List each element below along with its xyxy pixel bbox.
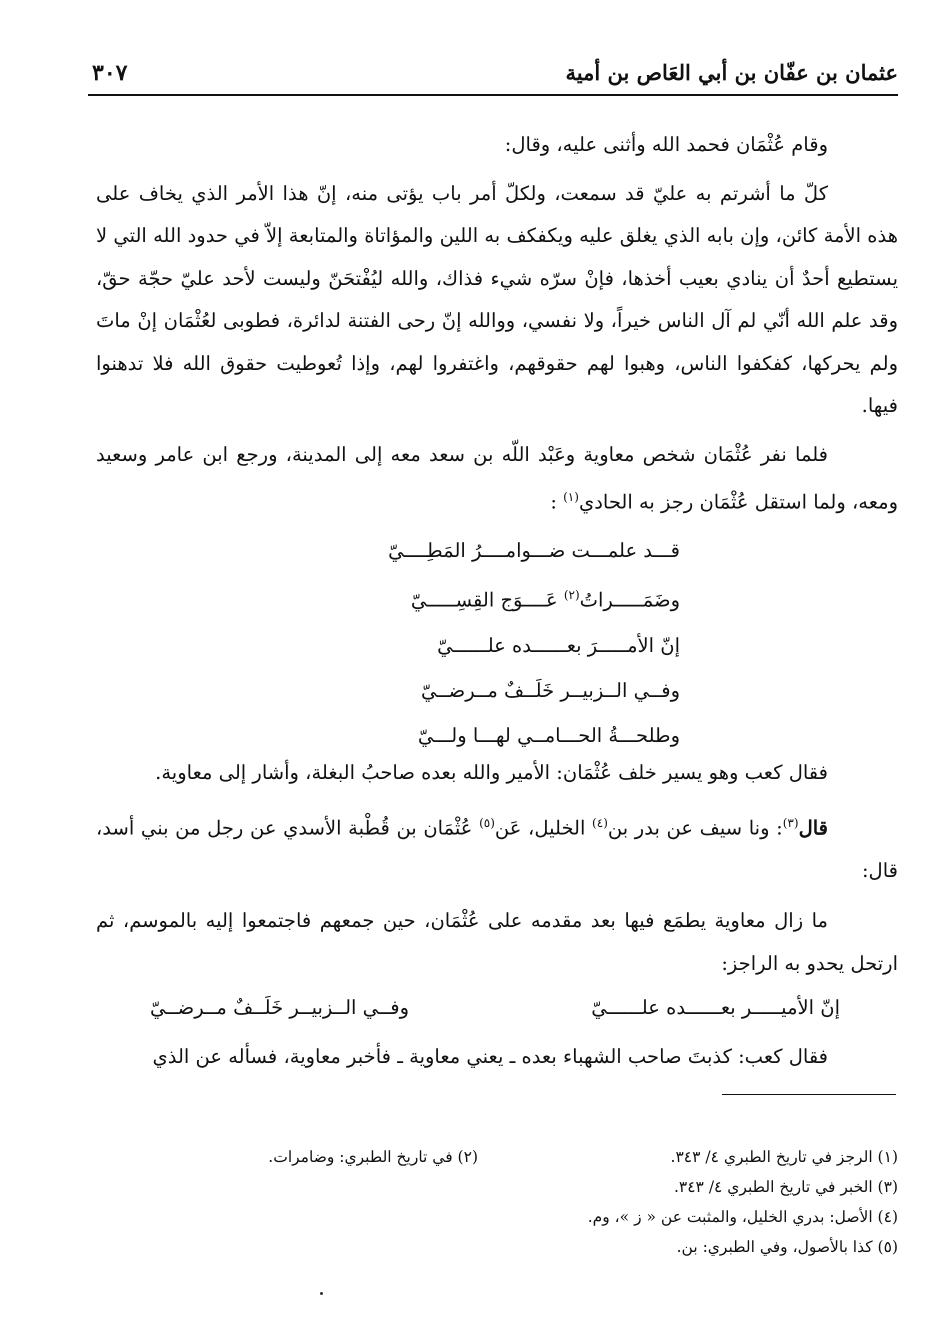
footnote-row-3: [180, 1202, 898, 1232]
paragraph-muawiya-block: [96, 900, 898, 985]
verse-line-5: وطلحـــةُ الحـــامــي لهـــا ولـــيّ: [417, 723, 680, 747]
footnote-row-1: [180, 1142, 898, 1172]
isnad-text-3: عُثْمَان بن قُطْبة الأسدي عن رجل من بني أسد، قال:: [96, 816, 898, 882]
paragraph-last: فقال كعب: كذبتَ صاحب الشهباء بعده ـ يعني معاوية ـ فأخبر معاوية، فسأله عن الذي: [152, 1045, 828, 1068]
footnote-2: (٢) في تاريخ الطبري: وضامرات.: [268, 1148, 478, 1166]
couplet-second-hemistich: وفــي الــزبيــر خَلَــفٌ مــرضــيّ: [150, 996, 410, 1019]
footnote-ref-3[interactable]: (٣): [782, 816, 799, 830]
paragraph-kaab-block: [96, 752, 898, 795]
footnote-row-2: [180, 1172, 898, 1202]
verse-line-3: إنّ الأمـــــرَ بعــــــده علــــــيّ: [437, 633, 680, 657]
footnote-ref-4[interactable]: (٤): [592, 816, 608, 830]
verse-line-2-b: عَــــوَج القِسِـــــيّ: [410, 588, 558, 612]
verse-line-4: وفــي الــزبيــر خَلَــفٌ مــرضــيّ: [420, 678, 680, 702]
verse-line-2: [320, 573, 680, 623]
footnote-row-4: [180, 1232, 898, 1262]
header-rule: [88, 94, 898, 96]
running-title: عثمان بن عفّان بن أبي العَاص بن أمية: [565, 60, 898, 85]
paragraph-2: كلّ ما أشرتم به عليّ قد سمعت، ولكلّ أمر باب يؤتى منه، إنّ هذا الأمر الذي يخاف على هذه الأمة كائن، وإن بابه الذي يغلق عليه ويكفكف به اللين والمؤاتاة والمتابعة إلاّ في حدود الله التي لا يستطيع أحدٌ أن ينادي بعيب أخذها، فإنْ سرّه شيء فذاك، والله ليُفْتحَنّ وليست لأحد عليّ حجّة حقّ، وقد علم الله أنّي لم آل الناس خيراً، ولا نفسي، ووالله إنّ رحى الفتنة لدائرة، فطوبى لعُثْمَان إنْ ماتَ ولم يحركها، كفكفوا الناس، وهبوا لهم حقوقهم، واغتفروا لهم، وإذا تُعوطيت حقوق الله فلا تدهنوا فيها.: [96, 181, 898, 417]
paragraph-isnad: [96, 802, 898, 893]
couplet-first-hemistich: إنّ الأميـــــر بعــــــده علــــــيّ: [591, 996, 840, 1019]
paragraph-3-text: فلما نفر عُثْمَان شخص معاوية وعَبْد اللّه بن سعد معه إلى المدينة، ورجع ابن عامر وسعيد ومعه، ولما استقل عُثْمَان رجز به الحادي: [96, 442, 898, 514]
footnote-ref-5[interactable]: (٥): [479, 816, 495, 830]
isnad-lead: قال: [798, 816, 828, 840]
footnote-5: (٥) كذا بالأصول، وفي الطبري: بن.: [676, 1238, 898, 1256]
paragraph-1: وقام عُثْمَان فحمد الله وأثنى عليه، وقال:: [504, 133, 828, 156]
main-text: [96, 124, 898, 524]
verse-line-2-a: وضَمَـــــراتُ: [579, 588, 680, 612]
footnote-ref-2[interactable]: (٢): [563, 588, 580, 602]
rajaz-verses: [320, 528, 680, 758]
isnad-text-1: : ونا سيف عن بدر بن: [607, 816, 783, 840]
footnote-separator: [722, 1094, 896, 1095]
footnote-ref-1[interactable]: (١): [563, 490, 579, 504]
paragraph-3-colon: :: [550, 490, 557, 514]
footnote-4: (٤) الأصل: بدري الخليل، والمثبت عن « ز »، وم.: [587, 1208, 898, 1226]
page-number: ٣٠٧: [92, 60, 128, 86]
paragraph-last-block: [96, 1036, 898, 1079]
verse-line-1: قـــد علمـــت ضـــوامــــرُ المَطِــــيّ: [388, 539, 680, 562]
footnote-1: (١) الرجز في تاريخ الطبري ٤/ ٣٤٣.: [670, 1148, 898, 1166]
paragraph-isnad-block: [96, 802, 898, 893]
paragraph-kaab: فقال كعب وهو يسير خلف عُثْمَان: الأمير والله بعده صاحبُ البغلة، وأشار إلى معاوية.: [155, 761, 828, 784]
paragraph-3: [96, 434, 898, 525]
footnotes: [180, 1142, 898, 1262]
scan-speck: [320, 1292, 323, 1295]
page-header: [88, 56, 898, 96]
couplet: [150, 996, 840, 1036]
isnad-text-2: الخليل، عَن: [494, 816, 593, 840]
paragraph-muawiya: ما زال معاوية يطمَع فيها بعد مقدمه على عُثْمَان، حين جمعهم فاجتمعوا إليه بالموسم، ثم ارتحل يحدو به الراجز:: [96, 909, 898, 975]
footnote-3: (٣) الخبر في تاريخ الطبري ٤/ ٣٤٣.: [673, 1178, 898, 1196]
